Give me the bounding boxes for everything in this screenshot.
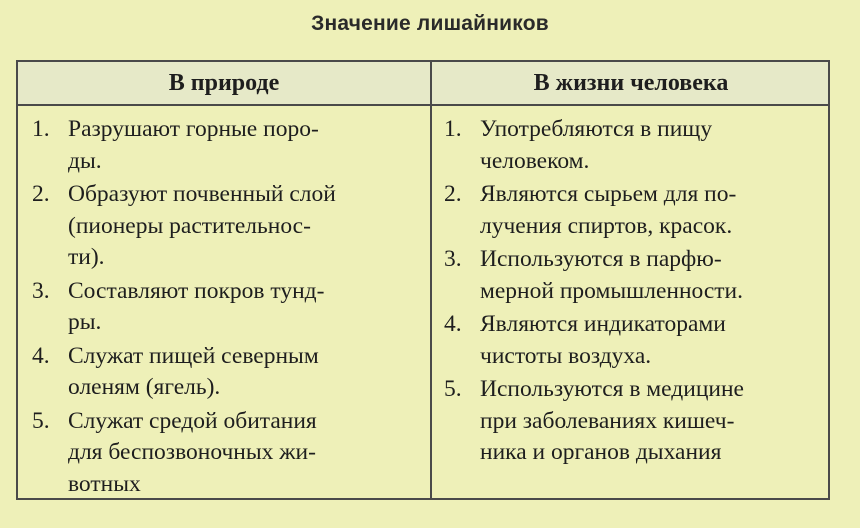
item-text: Являются индикаторами чистоты воздуха. xyxy=(480,311,726,369)
item-number: 5. xyxy=(32,407,50,434)
lichen-importance-table xyxy=(16,60,830,500)
item-number: 1. xyxy=(32,116,50,142)
header-human-life: В жизни человека xyxy=(533,70,729,96)
item-text: Являются сырьем для по- лучения спиртов, красок. xyxy=(480,181,737,239)
header-nature: В природе xyxy=(168,70,280,96)
item-number: 4. xyxy=(32,342,50,369)
item-text: Используются в медицине при заболеваниях кишеч- ника и органов дыхания xyxy=(480,376,744,465)
item-text: Разрушают горные поро- ды. xyxy=(68,116,319,174)
item-number: 3. xyxy=(444,246,462,272)
list-item xyxy=(444,179,822,242)
item-number: 3. xyxy=(32,277,50,304)
item-number: 4. xyxy=(444,311,462,337)
list-item xyxy=(32,341,416,404)
item-text: Используются в парфю- мерной промышленности. xyxy=(480,246,744,304)
item-number: 1. xyxy=(444,116,462,142)
list-item xyxy=(32,406,416,501)
item-number: 5. xyxy=(444,376,462,402)
list-item xyxy=(444,244,822,307)
item-text: Служат пищей северным оленям (ягель). xyxy=(68,342,319,400)
human-life-list xyxy=(444,114,822,471)
item-text: Составляют покров тунд- ры. xyxy=(68,277,325,335)
item-text: Образуют почвенный слой (пионеры растительнос- ти). xyxy=(68,181,336,270)
item-number: 2. xyxy=(32,181,50,207)
item-text: Служат средой обитания для беспозвоночных жи- вотных xyxy=(68,407,317,497)
list-item xyxy=(444,114,822,177)
list-item xyxy=(444,309,822,372)
nature-list xyxy=(32,114,416,502)
page-title: Значение лишайников xyxy=(311,12,549,35)
list-item xyxy=(32,179,416,274)
list-item xyxy=(32,276,416,339)
column-divider xyxy=(430,62,432,498)
list-item xyxy=(32,114,416,177)
list-item xyxy=(444,374,822,469)
item-text: Употребляются в пищу человеком. xyxy=(480,116,713,174)
item-number: 2. xyxy=(444,181,462,207)
table-header-row xyxy=(18,62,828,106)
